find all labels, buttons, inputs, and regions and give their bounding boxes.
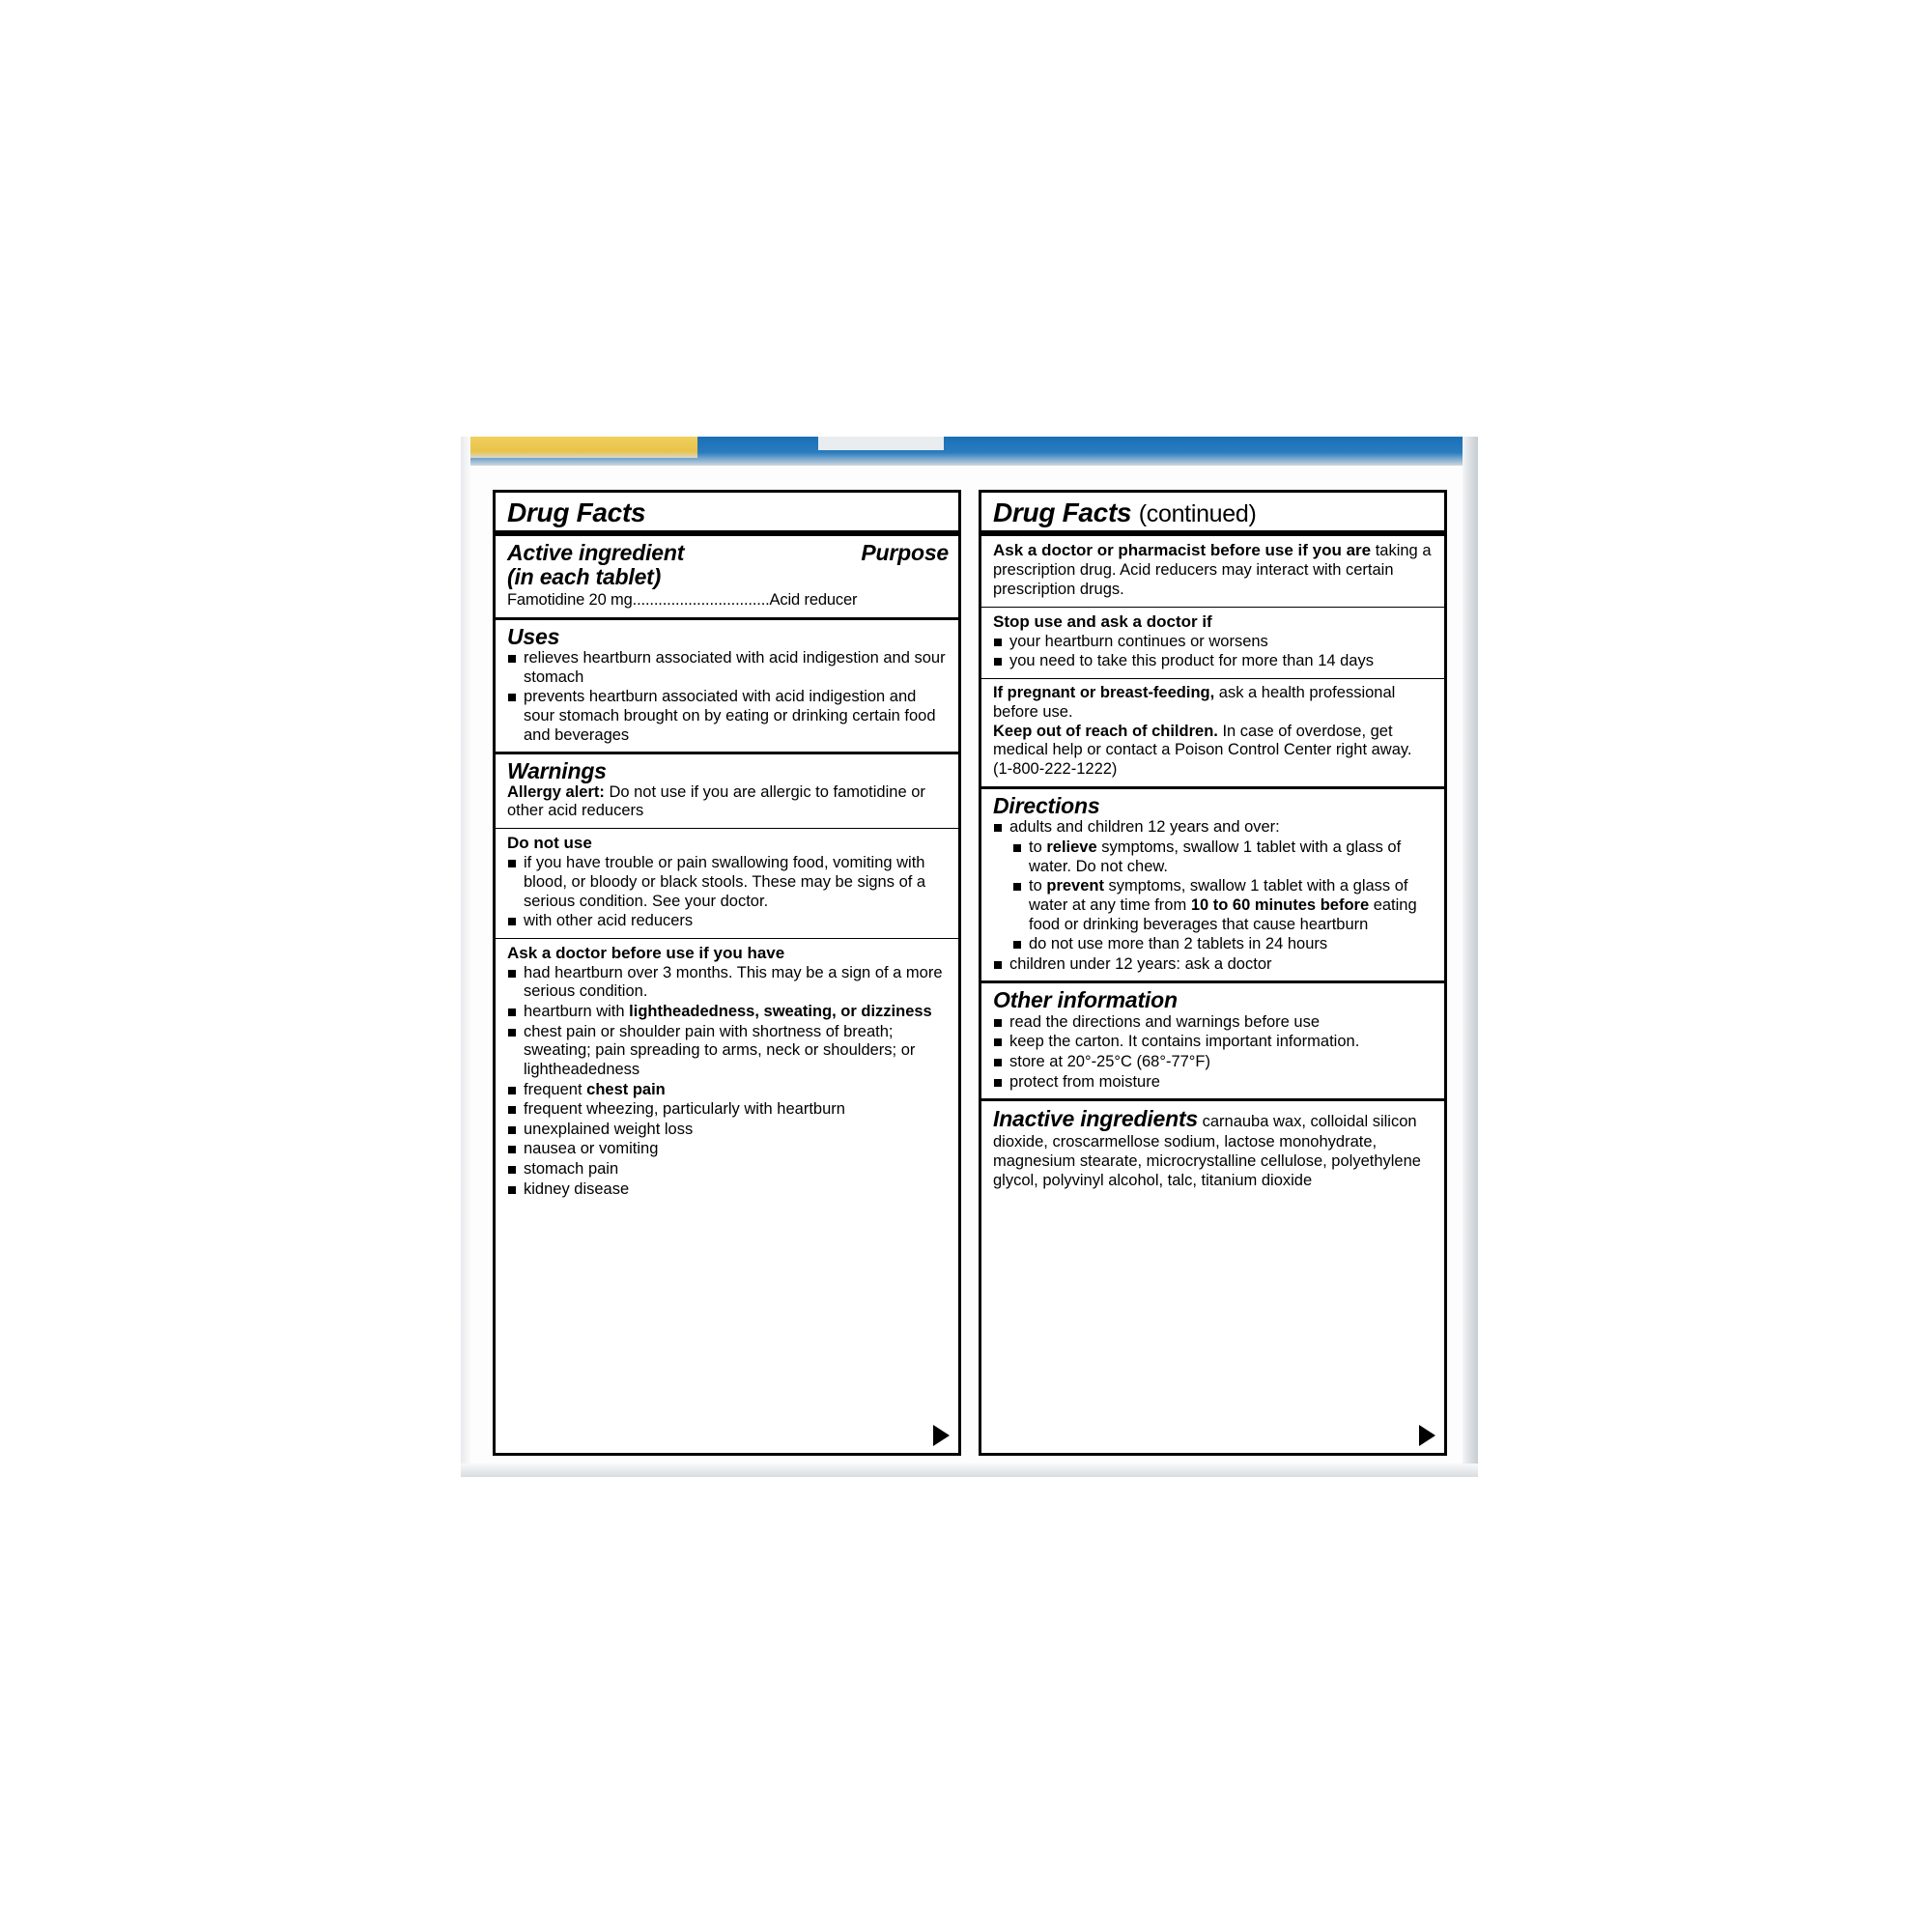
other-information-list [993,1013,1435,1093]
warnings-heading: Warnings [507,758,607,784]
directions-list [993,818,1435,974]
list-item: do not use more than 2 tablets in 24 hours [1012,935,1435,954]
carton-left-edge [461,437,470,1477]
other-information-block [981,983,1444,1101]
warnings-block [496,754,958,829]
list-item: relieves heartburn associated with acid indigestion and sour stomach [507,649,949,687]
list-item: nausea or vomiting [507,1140,949,1159]
drug-facts-left-column [493,490,961,1456]
list-item: children under 12 years: ask a doctor [993,955,1435,975]
uses-heading: Uses [507,623,560,649]
allergy-alert-text: Do not use if you are allergic to famotidine or other acid reducers [507,782,925,820]
drug-facts-continued-label: (continued) [1138,500,1257,527]
product-carton-photo [461,437,1478,1477]
inactive-ingredients-block [981,1101,1444,1197]
children-paragraph [993,723,1435,780]
pregnancy-lead: If pregnant or breast-feeding, [993,684,1215,702]
list-item: to relieve symptoms, swallow 1 tablet with a glass of water. Do not chew. [1012,838,1435,876]
drug-facts-right-column [979,490,1447,1456]
list-item: keep the carton. It contains important information. [993,1033,1435,1052]
list-item: prevents heartburn associated with acid indigestion and sour stomach brought on by eating or drinking certain food and beverages [507,688,949,745]
ask-doctor-list [507,964,949,1200]
ask-doctor-block [496,939,958,1207]
inactive-ingredients-text: carnauba wax, colloidal silicon dioxide, croscarmellose sodium, lactose monohydrate, magnesium stearate, microcrystalline cellulose, polyethylene glycol, polyvinyl alcohol, talc, titanium dioxide [993,1113,1421,1189]
ask-doctor-pharmacist-block [981,536,1444,607]
active-ingredient-subheading: (in each tablet) [507,563,662,589]
ask-doctor-heading: Ask a doctor before use if you have [507,943,785,962]
list-item: adults and children 12 years and over: [993,818,1435,838]
list-item: had heartburn over 3 months. This may be a sign of a more serious condition. [507,964,949,1002]
stop-use-list [993,633,1435,671]
pregnancy-children-block [981,679,1444,789]
carton-bottom-edge [461,1463,1478,1477]
carton-top-blue-edge [461,437,1478,466]
list-item: your heartburn continues or worsens [993,633,1435,652]
active-ingredient-block [496,536,958,619]
inactive-ingredients-heading: Inactive ingredients [993,1106,1199,1132]
do-not-use-list [507,854,949,931]
carton-top-white-tab [818,437,944,450]
allergy-alert-label: Allergy alert: [507,782,605,801]
list-item: kidney disease [507,1180,949,1200]
list-item: read the directions and warnings before use [993,1013,1435,1033]
inactive-ingredients-paragraph [993,1106,1435,1190]
list-item: protect from moisture [993,1073,1435,1093]
list-item: chest pain or shoulder pain with shortness of breath; sweating; pain spreading to arms, neck or shoulders; or lightheadedness [507,1023,949,1080]
list-item: with other acid reducers [507,912,949,931]
list-item: to prevent symptoms, swallow 1 tablet with a glass of water at any time from 10 to 60 minutes before eating food or drinking beverages that cause heartburn [1012,877,1435,934]
do-not-use-block [496,829,958,939]
stop-use-block [981,608,1444,679]
carton-top-yellow-edge [461,437,697,458]
drug-facts-title-left: Drug Facts [496,493,958,536]
active-ingredient-line: Famotidine 20 mg................................Acid reducer [507,591,858,610]
carton-right-edge [1463,437,1478,1477]
active-ingredient-heading: Active ingredient [507,540,685,566]
stop-use-heading: Stop use and ask a doctor if [993,611,1212,631]
list-item: frequent wheezing, particularly with heartburn [507,1100,949,1120]
list-item: unexplained weight loss [507,1121,949,1140]
allergy-alert-paragraph [507,783,949,822]
do-not-use-heading: Do not use [507,834,592,853]
pregnancy-paragraph [993,684,1435,723]
ask-doctor-pharmacist-lead: Ask a doctor or pharmacist before use if you are [993,541,1372,560]
purpose-heading: Purpose [861,540,949,566]
other-information-heading: Other information [993,987,1178,1013]
drug-facts-panel [493,490,1447,1456]
uses-block [496,620,958,755]
continue-arrow-icon [933,1425,950,1446]
drug-facts-title-text: Drug Facts [993,497,1132,527]
ask-doctor-pharmacist-paragraph [993,541,1435,599]
continue-arrow-icon [1419,1425,1435,1446]
directions-sublist [1012,838,1435,954]
list-item: heartburn with lightheadedness, sweating, or dizziness [507,1003,949,1022]
children-text: In case of overdose, get medical help or contact a Poison Control Center right away. (1-800-222-1222) [993,722,1412,779]
children-lead: Keep out of reach of children. [993,722,1218,740]
list-item: if you have trouble or pain swallowing food, vomiting with blood, or bloody or black stools. These may be signs of a serious condition. See your doctor. [507,854,949,911]
list-item: you need to take this product for more than 14 days [993,652,1435,671]
uses-list [507,649,949,745]
directions-heading: Directions [993,793,1100,819]
list-item: store at 20°-25°C (68°-77°F) [993,1053,1435,1072]
pregnancy-text: ask a health professional before use. [993,684,1396,721]
ask-doctor-pharmacist-text: taking a prescription drug. Acid reducers may interact with certain prescription drugs. [993,542,1432,598]
list-item: stomach pain [507,1160,949,1179]
drug-facts-title-right [981,493,1444,536]
directions-block [981,789,1444,983]
list-item: frequent chest pain [507,1081,949,1100]
